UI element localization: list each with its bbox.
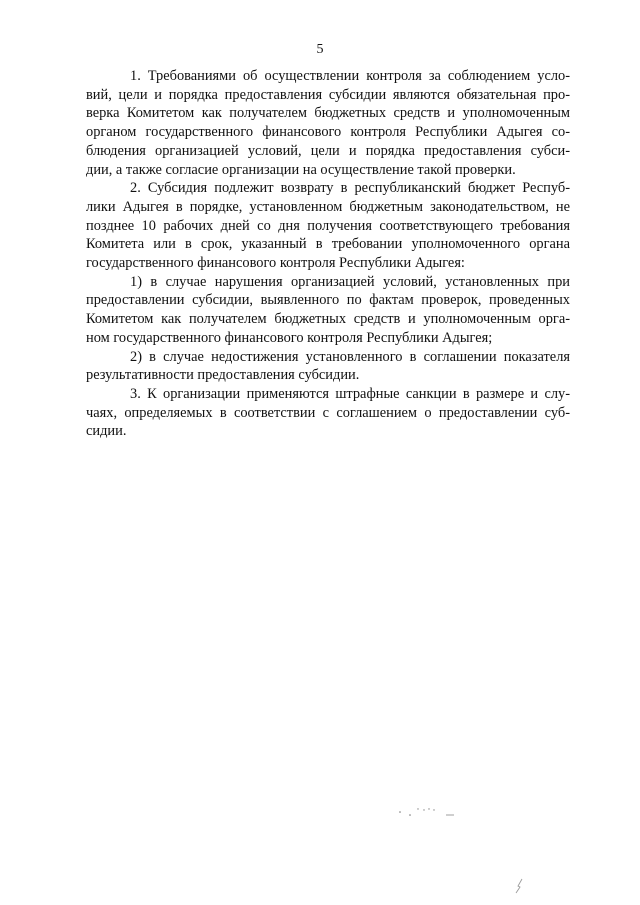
text-line: органом государственного финансового контроля Республики Адыгея со- [86,124,570,141]
paragraph-3 [86,385,570,441]
text-line: лики Адыгея в порядке, установленном бюджетным законодательством, не [86,198,570,215]
document-body [86,67,570,441]
scan-artifact-corner [514,878,526,894]
text-line: 3. К организации применяются штрафные санкции в размере и слу- [130,385,570,402]
text-line: дии, а также согласие организации на осуществление такой проверки. [86,161,516,178]
paragraph-1 [86,67,570,179]
text-line: результативности предоставления субсидии. [86,367,360,384]
paragraph-2-item-2 [86,348,570,385]
text-line: 2) в случае недостижения установленного в соглашении показателя [130,348,570,365]
text-line: Комитета или в срок, указанный в требовании уполномоченного органа [86,236,570,253]
text-line: ном государственного финансового контроля Республики Адыгея; [86,329,493,346]
text-line: позднее 10 рабочих дней со дня получения соответствующего требования [86,217,570,234]
text-line: 2. Субсидия подлежит возврату в республиканский бюджет Респуб- [130,180,570,197]
text-line: 1) в случае нарушения организацией условий, установленных при [130,273,570,290]
page-number: 5 [316,42,324,57]
text-line: предоставлении субсидии, выявленного по фактам проверок, проведенных [86,292,570,309]
text-line: 1. Требованиями об осуществлении контроля за соблюдением усло- [130,68,570,84]
paragraph-2-item-1 [86,273,570,348]
text-line: верка Комитетом как получателем бюджетных средств и уполномоченным [86,105,570,122]
text-line: Комитетом как получателем бюджетных средств и уполномоченным орга- [86,311,570,328]
text-line: чаях, определяемых в соответствии с соглашением о предоставлении суб- [86,404,570,421]
scan-artifact [398,806,458,818]
paragraph-2 [86,179,570,273]
text-line: вий, цели и порядка предоставления субсидии являются обязательная про- [86,86,570,103]
text-line: государственного финансового контроля Республики Адыгея: [86,255,465,272]
text-line: блюдения организацией условий, цели и порядка предоставления субси- [86,142,570,159]
text-line: сидии. [86,423,127,440]
